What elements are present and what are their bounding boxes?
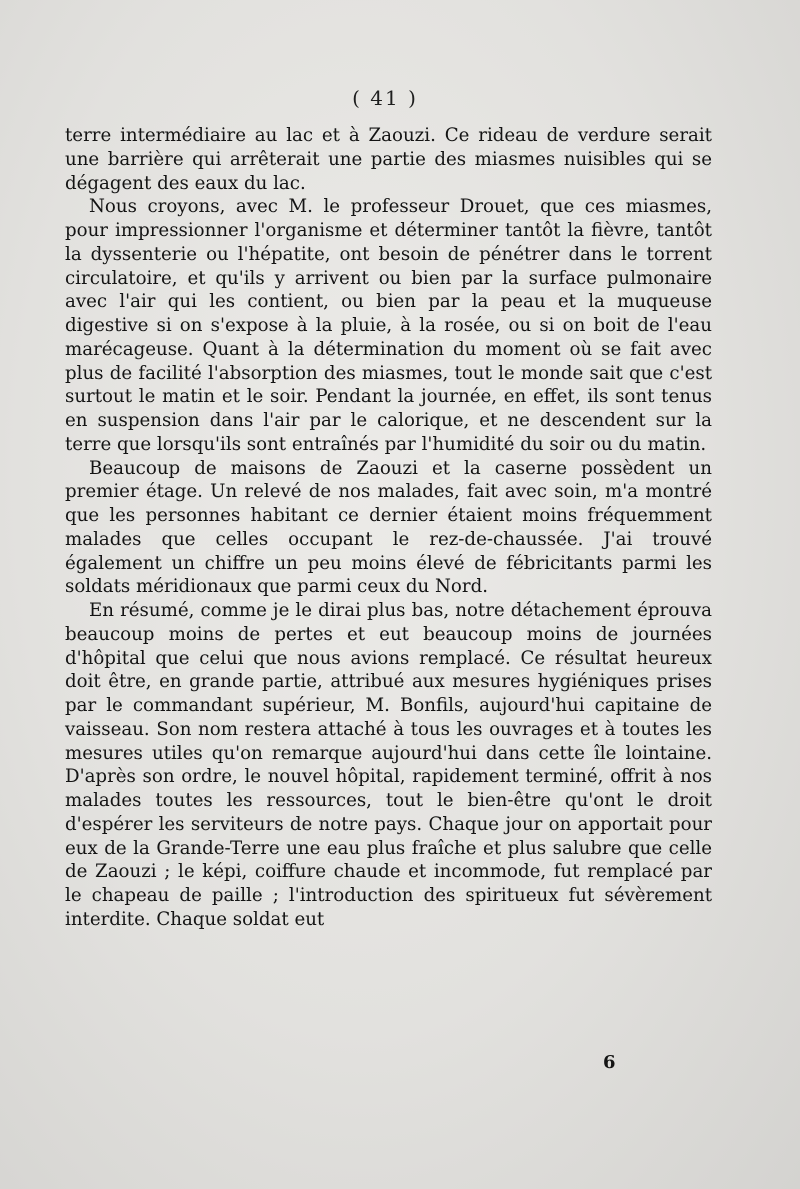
paragraph-4: En résumé, comme je le dirai plus bas, notre détachement éprouva beaucoup moins de pertes et eut beaucoup moins de journées d'hôpital que celui que nous avions remplacé. Ce résultat heureux doit être, en grande partie, attribué aux mesures hygiéniques prises par le commandant supérieur, M. Bonfils, aujourd'hui capitaine de vaisseau. Son nom restera attaché à tous les ouvrages et à toutes les mesures utiles qu'on remarque aujourd'hui dans cette île lointaine. D'après son ordre, le nouvel hôpital, rapidement terminé, offrit à nos malades toutes les ressources, tout le bien-être qu'ont le droit d'espérer les serviteurs de notre pays. Chaque jour on apportait pour eux de la Grande-Terre une eau plus fraîche et plus salubre que celle de Zaouzi ; le képi, coiffure chaude et incommode, fut remplacé par le chapeau de paille ; l'introduction des spiritueux fut sévèrement interdite. Chaque soldat eut [65,600,712,930]
paragraph-2: Nous croyons, avec M. le professeur Drouet, que ces miasmes, pour impressionner l'organisme et déterminer tantôt la fièvre, tantôt la dyssenterie ou l'hépatite, ont besoin de pénétrer dans le torrent circulatoire, et qu'ils y arrivent ou bien par la surface pulmonaire avec l'air qui les contient, ou bien par la peau et la muqueuse digestive si on s'expose à la pluie, à la rosée, ou si on boit de l'eau marécageuse. Quant à la détermination du moment où se fait avec plus de facilité l'absorption des miasmes, tout le monde sait que c'est surtout le matin et le soir. Pendant la journée, en effet, ils sont tenus en suspension dans l'air par le calorique, et ne descendent sur la terre que lorsqu'ils sont entraînés par l'humidité du soir ou du matin. [65,196,712,455]
body-text [65,124,712,932]
paragraph-3: Beaucoup de maisons de Zaouzi et la caserne possèdent un premier étage. Un relevé de nos malades, fait avec soin, m'a montré que les personnes habitant ce dernier étaient moins fréquemment malades que celles occupant le rez-de-chaussée. J'ai trouvé également un chiffre un peu moins élevé de fébricitants parmi les soldats méridionaux que parmi ceux du Nord. [65,457,712,598]
signature-mark: 6 [603,1052,616,1073]
paragraph-1: terre intermédiaire au lac et à Zaouzi. Ce rideau de verdure serait une barrière qui arrêterait une partie des miasmes nuisibles qui se dégagent des eaux du lac. [65,125,712,194]
page-number: ( 41 ) [352,86,418,110]
